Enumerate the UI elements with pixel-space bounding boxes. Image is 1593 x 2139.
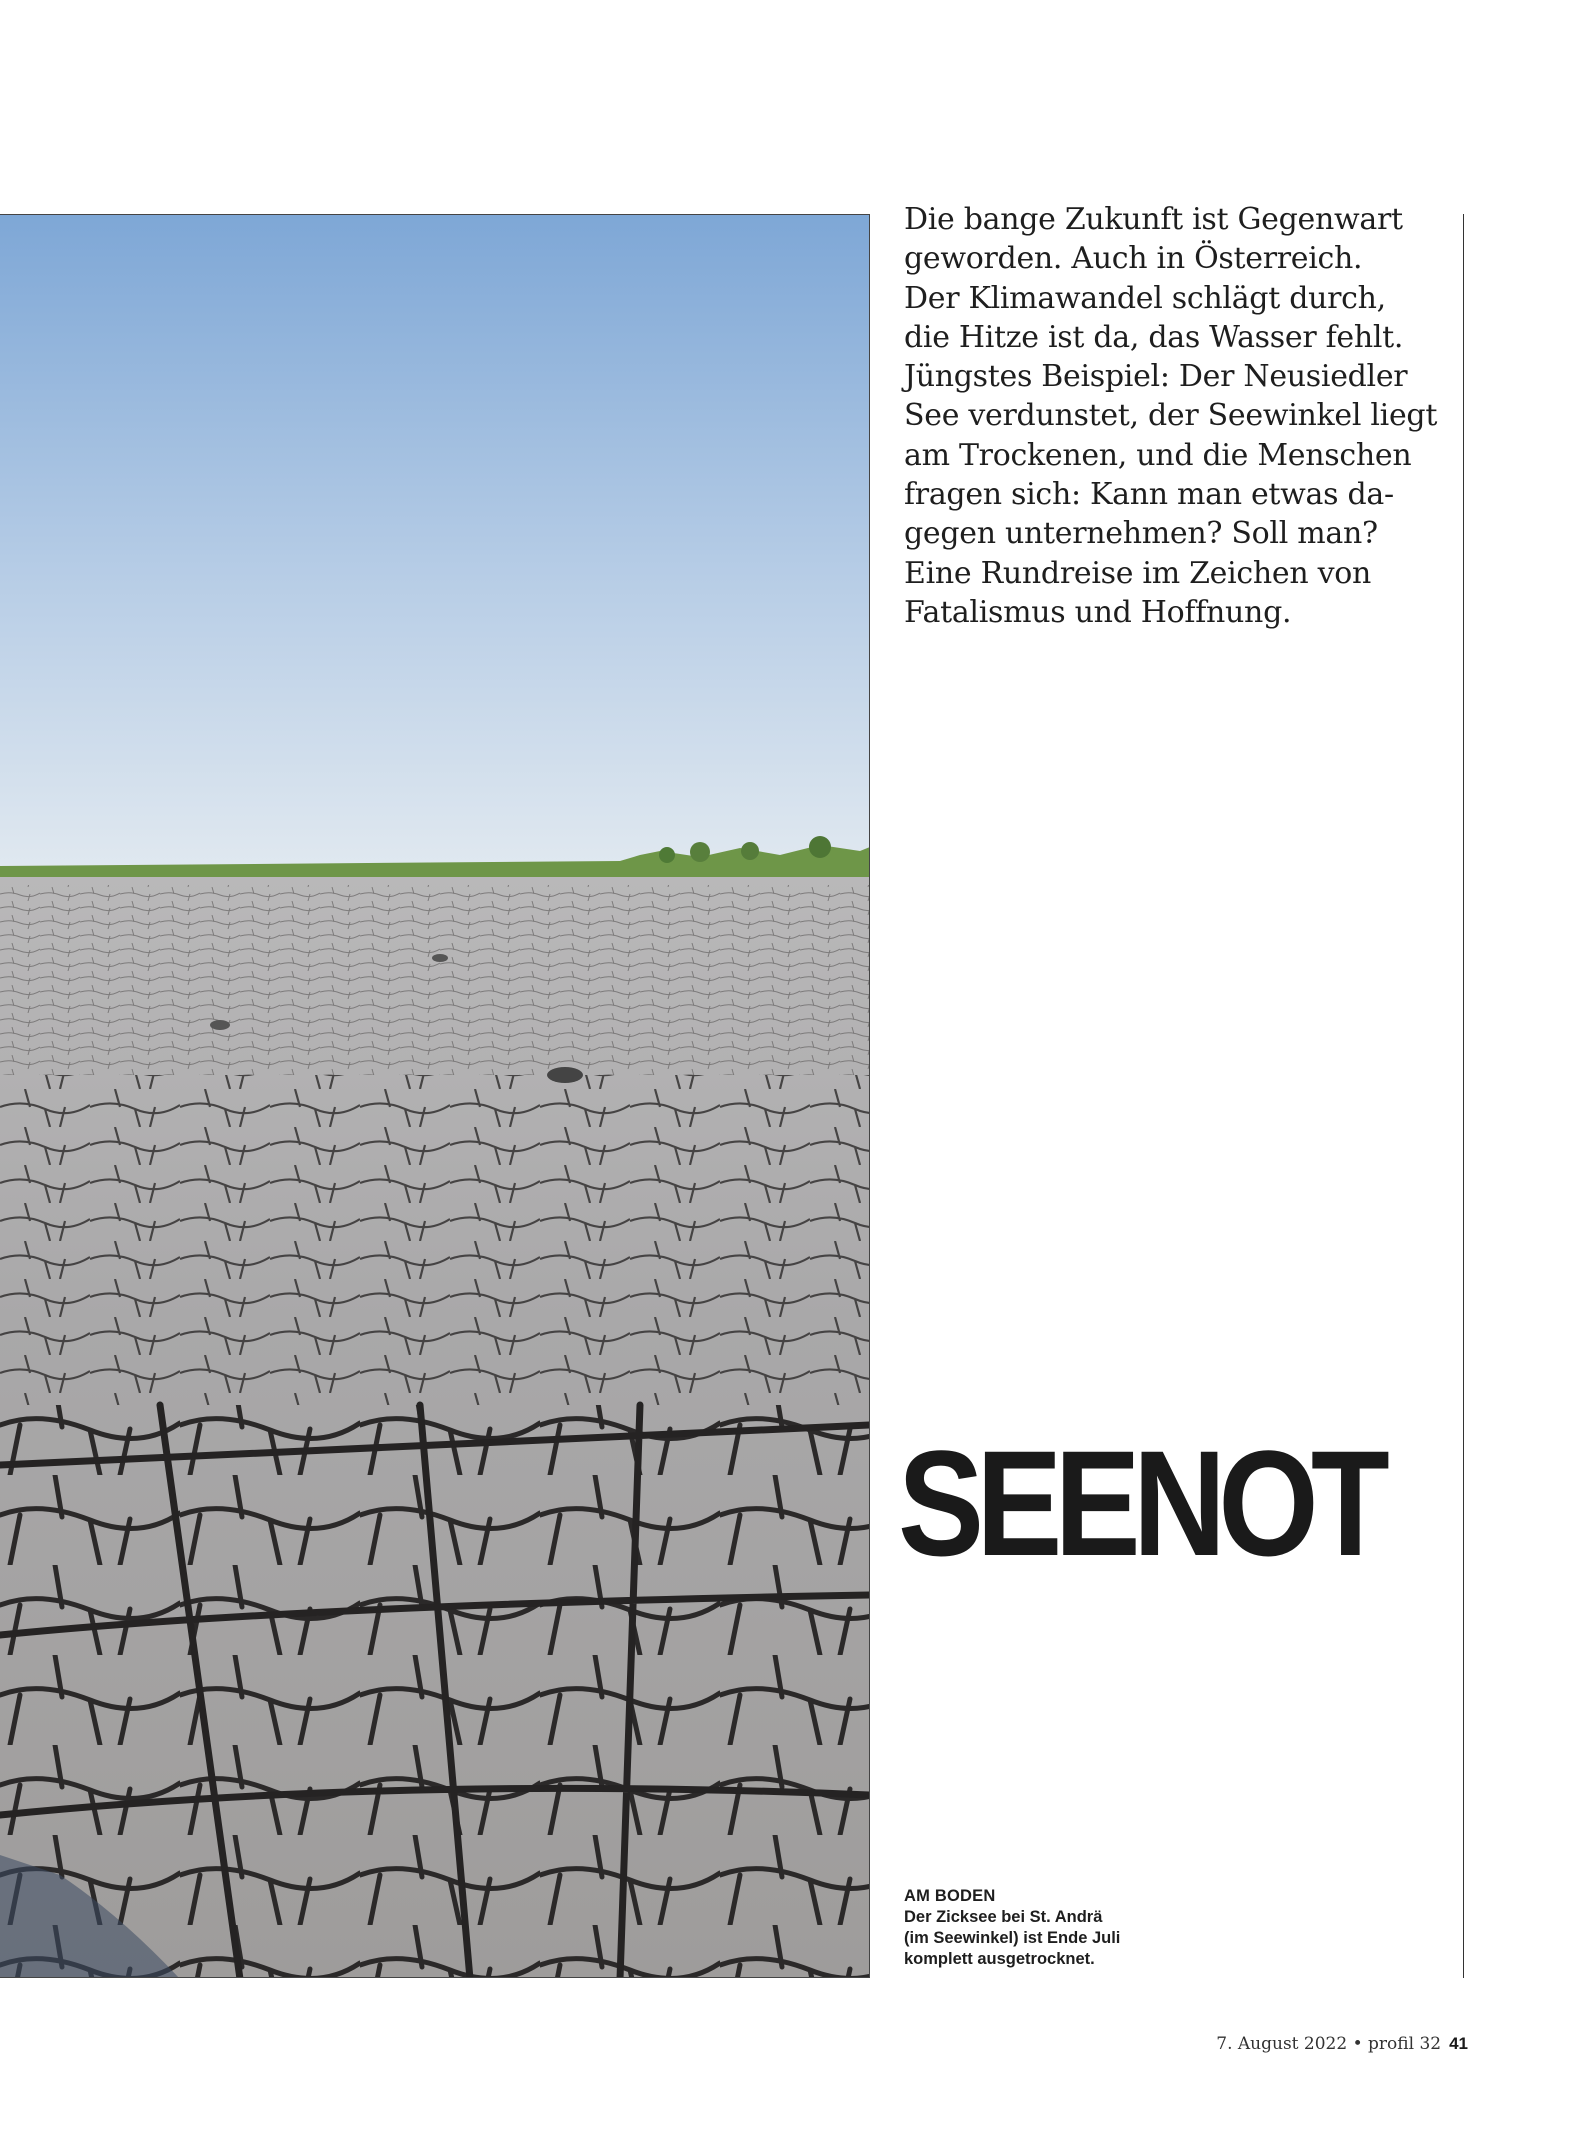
lead-line: See verdunstet, der Seewinkel liegt xyxy=(904,398,1438,434)
page-number: 41 xyxy=(1449,2034,1468,2053)
caption-line: Der Zicksee bei St. Andrä xyxy=(904,1908,1103,1926)
lead-line: die Hitze ist da, das Wasser fehlt. xyxy=(904,319,1404,355)
page-footer xyxy=(1216,2034,1468,2054)
lead-line: gegen unternehmen? Soll man? xyxy=(904,516,1378,552)
lead-paragraph xyxy=(904,200,1464,632)
column-divider xyxy=(1463,214,1464,1978)
photo-caption xyxy=(904,1886,1120,1970)
photo-dry-lakebed xyxy=(0,214,870,1978)
footer-date-magazine: 7. August 2022 • profil 32 xyxy=(1216,2034,1442,2054)
headline: SEENOT xyxy=(898,1419,1382,1587)
lead-line: fragen sich: Kann man etwas da- xyxy=(904,477,1394,513)
lead-line: Fatalismus und Hoffnung. xyxy=(904,594,1292,630)
lead-line: am Trockenen, und die Menschen xyxy=(904,437,1412,473)
sky xyxy=(0,215,870,875)
caption-heading: AM BODEN xyxy=(904,1887,996,1905)
lead-line: geworden. Auch in Österreich. xyxy=(904,241,1363,277)
lead-line: Der Klimawandel schlägt durch, xyxy=(904,280,1386,316)
caption-line: komplett ausgetrocknet. xyxy=(904,1950,1095,1968)
lead-line: Eine Rundreise im Zeichen von xyxy=(904,555,1372,591)
lead-line: Jüngstes Beispiel: Der Neusiedler xyxy=(904,359,1408,395)
lead-line: Die bange Zukunft ist Gegenwart xyxy=(904,202,1403,237)
caption-line: (im Seewinkel) ist Ende Juli xyxy=(904,1929,1121,1947)
